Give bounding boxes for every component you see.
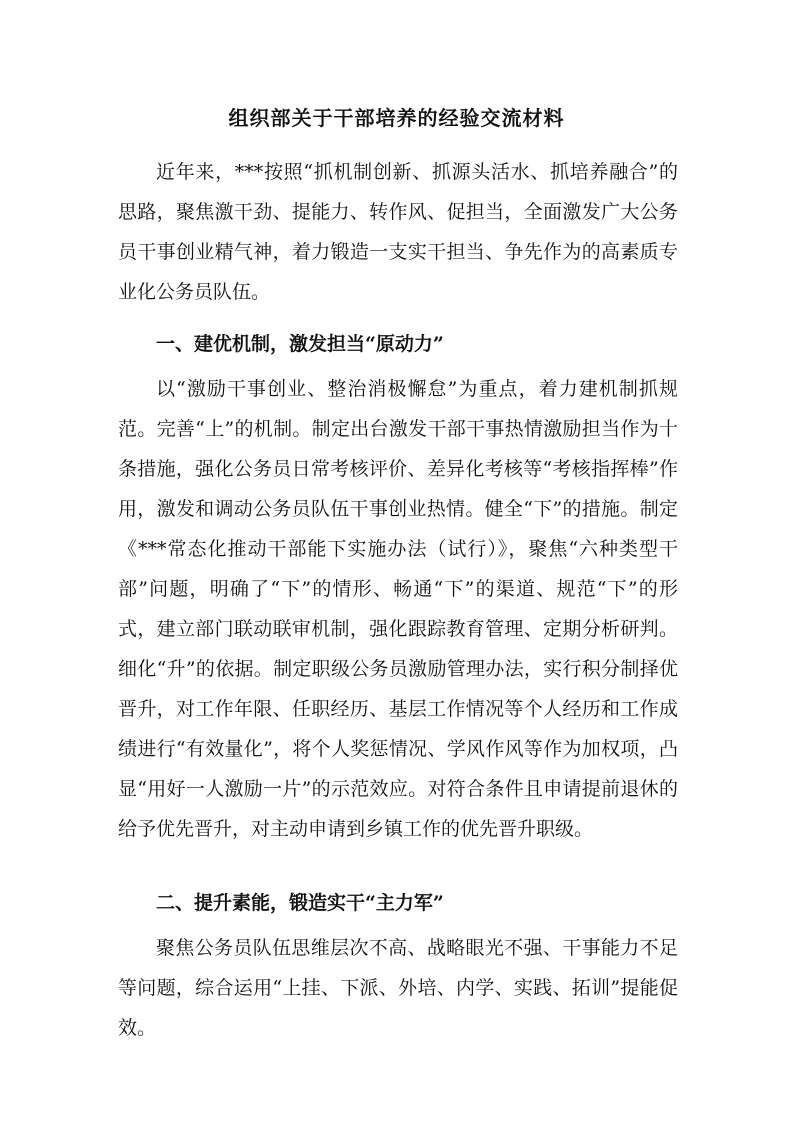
document-title: 组织部关于干部培养的经验交流材料 [228, 106, 565, 130]
intro-paragraph: 近年来，***按照“抓机制创新、抓源头活水、抓培养融合”的思路，聚焦激干劲、提能力、转作风、促担当，全面激发广大公务员干事创业精气神，着力锻造一支实干担当、争先作为的高素质专业化公务员队伍。 [118, 161, 678, 303]
section-2-heading: 二、提升素能，锻造实干“主力军” [156, 892, 444, 914]
section-1-heading: 一、建优机制，激发担当“原动力” [156, 333, 444, 355]
section-2-paragraph: 聚焦公务员队伍思维层次不高、战略眼光不强、干事能力不足等问题，综合运用“上挂、下派、外培、内学、实践、拓训”提能促效。 [118, 937, 678, 1039]
section-1-paragraph: 以“激励干事创业、整治消极懈怠”为重点，着力建机制抓规范。完善“上”的机制。制定出台激发干部干事热情激励担当作为十条措施，强化公务员日常考核评价、差异化考核等“考核指挥棒”作用，激发和调动公务员队伍干事创业热情。健全“下”的措施。制定《***常态化推动干部能下实施办法（试行）》，聚焦“六种类型干部”问题，明确了“下”的情形、畅通“下”的渠道、规范“下”的形式，建立部门联动联审机制，强化跟踪教育管理、定期分析研判。细化“升”的依据。制定职级公务员激励管理办法，实行积分制择优晋升，对工作年限、任职经历、基层工作情况等个人经历和工作成绩进行“有效量化”，将个人奖惩情况、学风作风等作为加权项，凸显“用好一人激励一片”的示范效应。对符合条件且申请提前退休的给予优先晋升，对主动申请到乡镇工作的优先晋升职级。 [118, 378, 678, 840]
